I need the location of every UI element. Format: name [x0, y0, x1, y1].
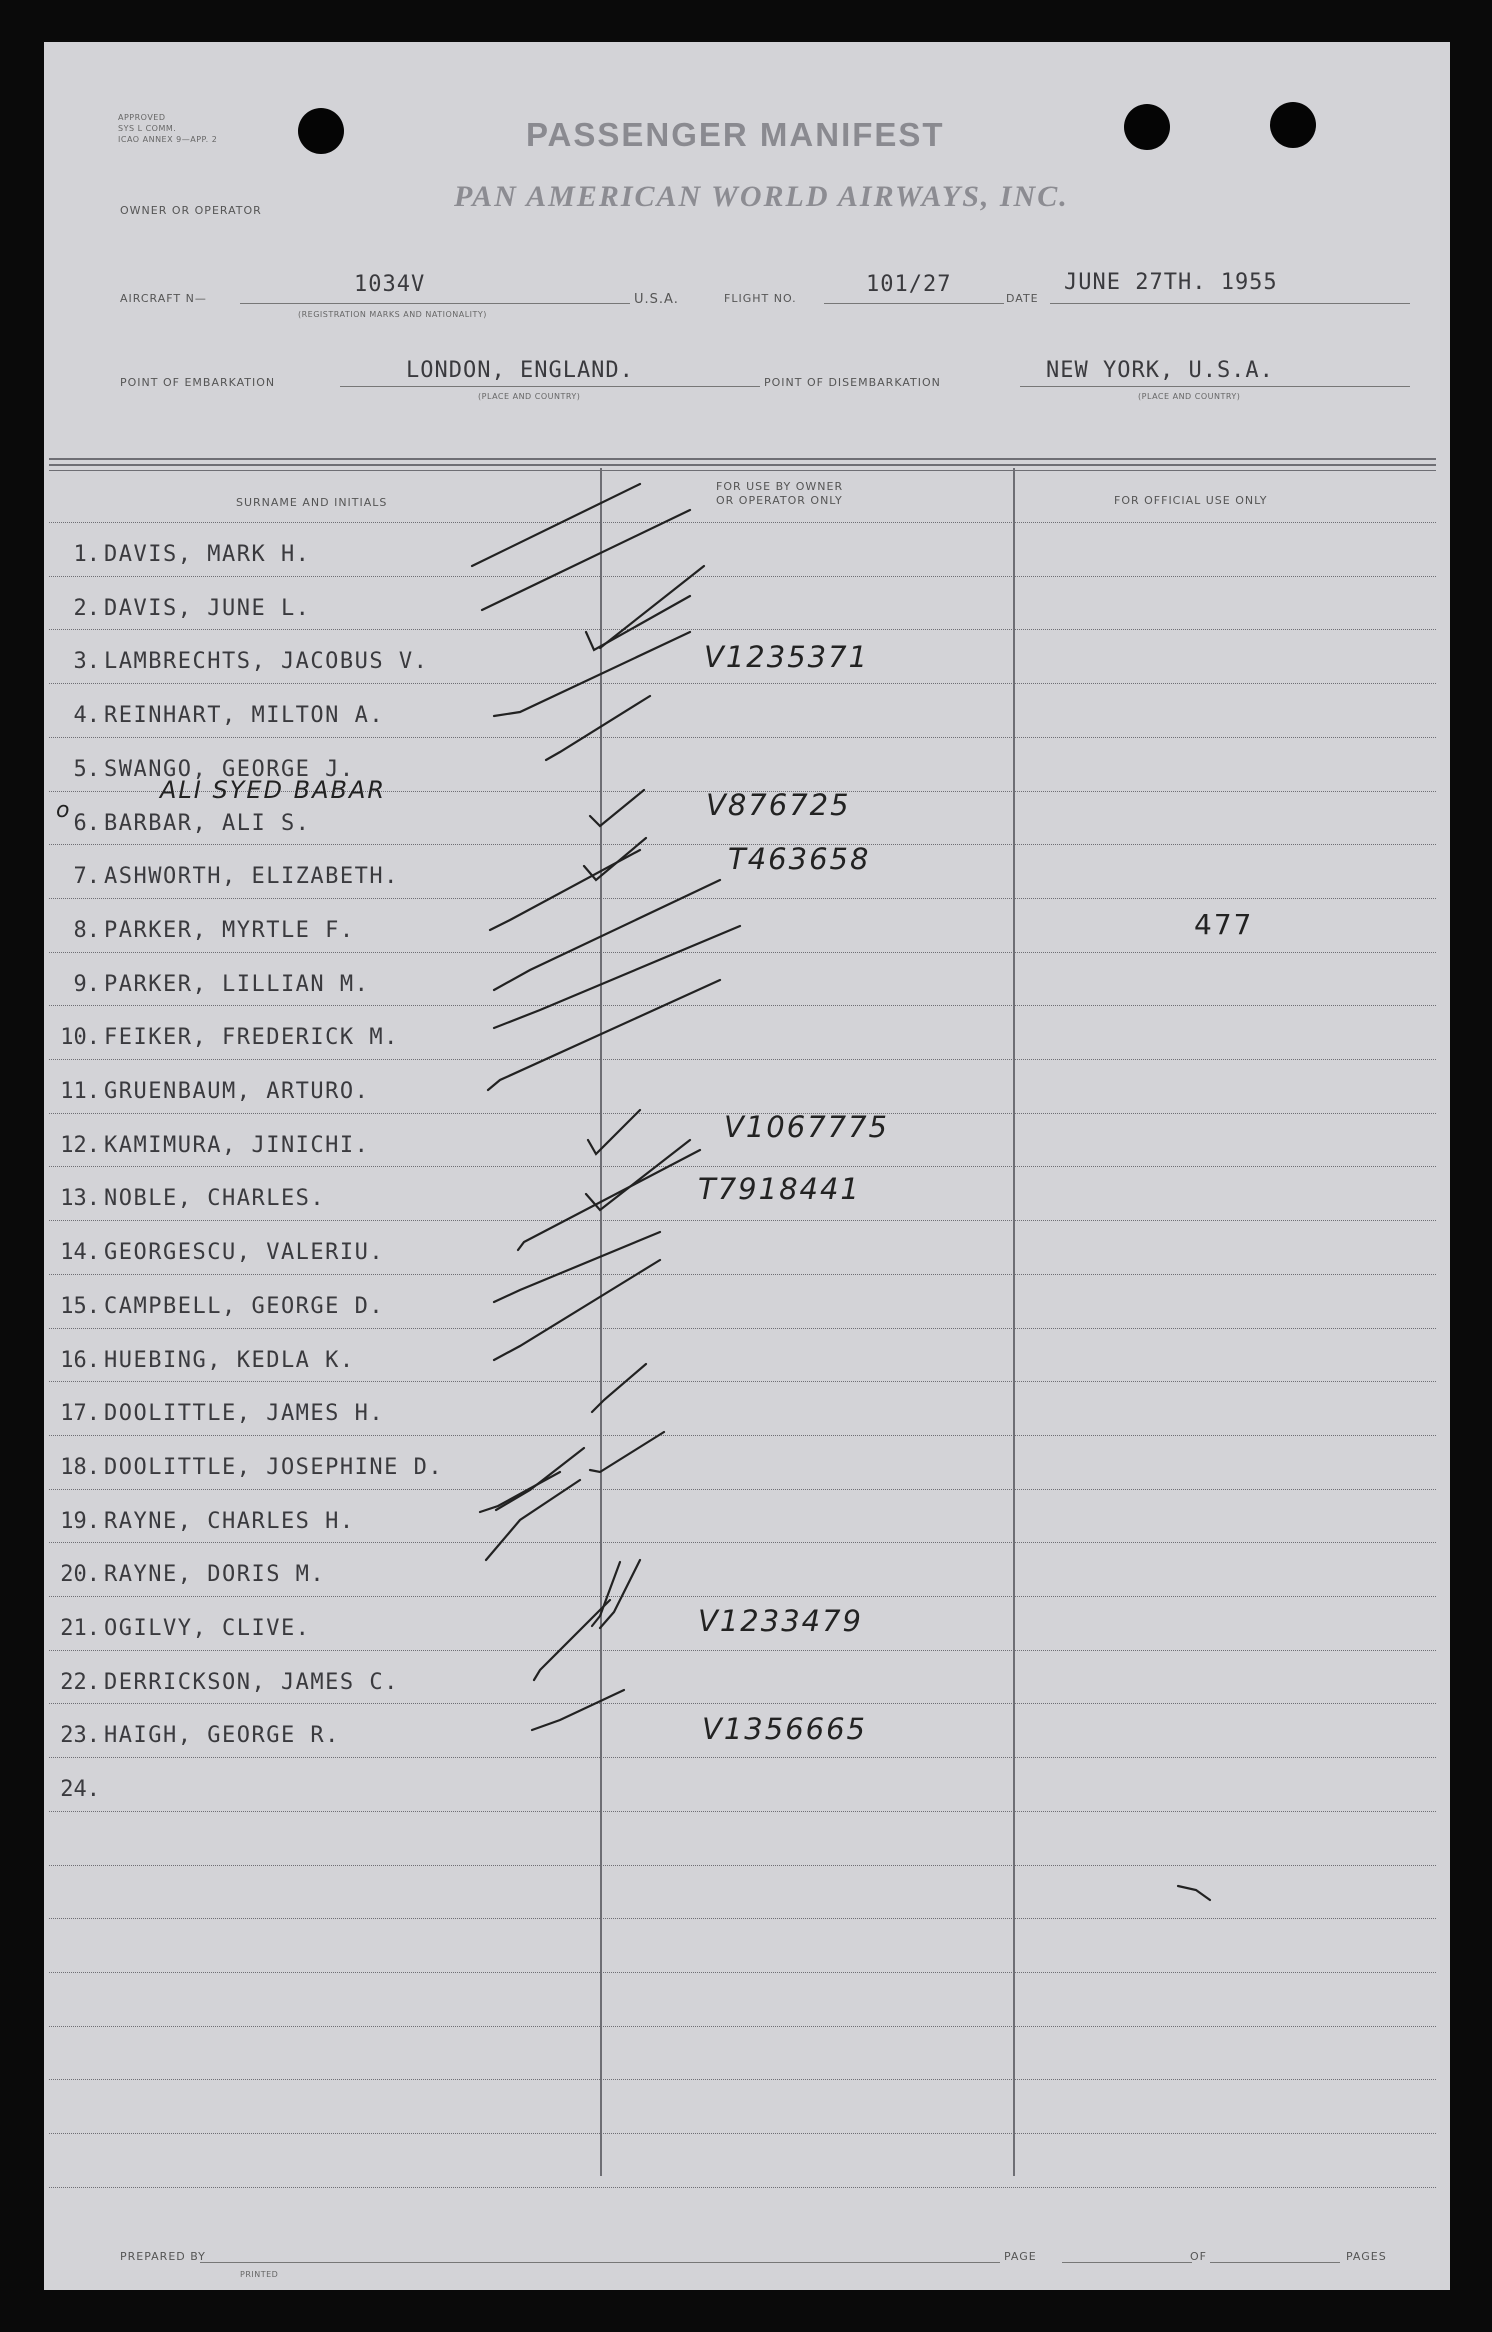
passenger-name: SWANGO, GEORGE J.	[104, 757, 355, 782]
passenger-number: 8.	[73, 918, 100, 943]
column-divider-1	[600, 468, 602, 2176]
passport-code-row7: T463658	[728, 842, 871, 876]
row-rule	[49, 1542, 1436, 1543]
row-rule	[49, 1059, 1436, 1060]
passenger-number: 22.	[60, 1670, 100, 1695]
passenger-name: PARKER, MYRTLE F.	[104, 918, 355, 943]
passenger-row	[50, 1133, 369, 1157]
passenger-number: 4.	[73, 703, 100, 728]
col-header-owner-use-2: OR OPERATOR ONLY	[716, 494, 843, 507]
passenger-row	[50, 1455, 443, 1479]
row-rule	[49, 1972, 1436, 1973]
passenger-row	[50, 1723, 340, 1747]
passport-code-row21: V1233479	[698, 1604, 863, 1638]
punch-hole-right-1	[1124, 104, 1170, 150]
passenger-row	[50, 703, 384, 727]
row-rule	[49, 1757, 1436, 1758]
row-rule	[49, 1918, 1436, 1919]
date-label: DATE	[1006, 292, 1039, 305]
passenger-name: REINHART, MILTON A.	[104, 703, 385, 728]
passenger-row	[50, 649, 428, 673]
flight-label: FLIGHT NO.	[724, 292, 797, 305]
passenger-row	[50, 1294, 384, 1318]
official-note-row8: 477	[1194, 908, 1254, 941]
aircraft-label: AIRCRAFT N—	[120, 292, 207, 305]
passenger-name: CAMPBELL, GEORGE D.	[104, 1294, 385, 1319]
col-header-owner-use-1: FOR USE BY OWNER	[716, 480, 844, 493]
row-rule	[49, 2079, 1436, 2080]
row-rule	[49, 1596, 1436, 1597]
passenger-name: GEORGESCU, VALERIU.	[104, 1240, 385, 1265]
passenger-name: FEIKER, FREDERICK M.	[104, 1025, 399, 1050]
row-rule	[49, 1220, 1436, 1221]
passenger-name: PARKER, LILLIAN M.	[104, 972, 370, 997]
printed-mark: PRINTED	[240, 2270, 279, 2279]
usa-label: U.S.A.	[634, 292, 679, 307]
passenger-number: 5.	[73, 757, 100, 782]
row-rule	[49, 1381, 1436, 1382]
passenger-name: ASHWORTH, ELIZABETH.	[104, 864, 399, 889]
owner-label: OWNER OR OPERATOR	[120, 204, 262, 217]
passenger-row	[50, 1348, 355, 1372]
passenger-row	[50, 1025, 399, 1049]
passenger-row	[50, 811, 310, 835]
pages-label: PAGES	[1346, 2250, 1387, 2263]
margin-mark-row6: o	[56, 798, 72, 823]
passenger-row	[50, 1401, 384, 1425]
passenger-row	[50, 596, 310, 620]
passenger-name: HUEBING, KEDLA K.	[104, 1348, 355, 1373]
date-value: JUNE 27TH. 1955	[1064, 270, 1278, 295]
approval-line-3: ICAO ANNEX 9—APP. 2	[118, 135, 218, 144]
passenger-name: BARBAR, ALI S.	[104, 811, 311, 836]
row-rule	[49, 1489, 1436, 1490]
aircraft-sublabel: (REGISTRATION MARKS AND NATIONALITY)	[298, 310, 487, 319]
passenger-name: RAYNE, CHARLES H.	[104, 1509, 355, 1534]
passenger-name: GRUENBAUM, ARTURO.	[104, 1079, 370, 1104]
row-rule	[49, 1811, 1436, 1812]
passenger-number: 23.	[60, 1723, 100, 1748]
passenger-row	[50, 1670, 399, 1694]
passenger-row	[50, 1562, 325, 1586]
col-header-surname: SURNAME AND INITIALS	[236, 496, 388, 509]
row-rule	[49, 2133, 1436, 2134]
passenger-name: NOBLE, CHARLES.	[104, 1186, 326, 1211]
passenger-number: 20.	[60, 1562, 100, 1587]
passenger-name: DAVIS, JUNE L.	[104, 596, 311, 621]
disembarkation-value: NEW YORK, U.S.A.	[1046, 358, 1274, 383]
prepared-by-label: PREPARED BY	[120, 2250, 206, 2263]
aircraft-value: 1034V	[354, 272, 426, 297]
page-title: PASSENGER MANIFEST	[526, 116, 945, 153]
disembarkation-label: POINT OF DISEMBARKATION	[764, 376, 941, 389]
row-rule	[49, 737, 1436, 738]
row-rule	[49, 1274, 1436, 1275]
passenger-row	[50, 1079, 369, 1103]
passenger-row	[50, 1616, 310, 1640]
punch-hole-left	[298, 108, 344, 154]
passport-code-row12: V1067775	[724, 1110, 889, 1144]
passenger-number: 24.	[60, 1777, 100, 1802]
passenger-row	[50, 864, 399, 888]
embarkation-value: LONDON, ENGLAND.	[406, 358, 634, 383]
embarkation-sublabel: (PLACE AND COUNTRY)	[478, 392, 581, 401]
passenger-number: 2.	[73, 596, 100, 621]
passenger-number: 14.	[60, 1240, 100, 1265]
handwritten-annotation-row6: ALI SYED BABAR	[160, 776, 387, 804]
row-rule	[49, 1005, 1436, 1006]
passenger-number: 12.	[60, 1133, 100, 1158]
passenger-number: 15.	[60, 1294, 100, 1319]
passenger-row	[50, 1186, 325, 1210]
passenger-name: OGILVY, CLIVE.	[104, 1616, 311, 1641]
passenger-number: 9.	[73, 972, 100, 997]
passport-code-row13: T7918441	[698, 1172, 861, 1206]
passenger-name: HAIGH, GEORGE R.	[104, 1723, 340, 1748]
embarkation-label: POINT OF EMBARKATION	[120, 376, 276, 389]
row-rule	[49, 1166, 1436, 1167]
passenger-number: 6.	[73, 811, 100, 836]
row-rule	[49, 898, 1436, 899]
row-rule	[49, 1328, 1436, 1329]
row-rule	[49, 1703, 1436, 1704]
passenger-number: 10.	[60, 1025, 100, 1050]
passenger-number: 3.	[73, 649, 100, 674]
passenger-name: DOOLITTLE, JAMES H.	[104, 1401, 385, 1426]
disembarkation-sublabel: (PLACE AND COUNTRY)	[1138, 392, 1241, 401]
row-rule	[49, 683, 1436, 684]
approval-line-2: SYS L COMM.	[118, 124, 177, 133]
passenger-row	[50, 1240, 384, 1264]
passenger-name: DAVIS, MARK H.	[104, 542, 311, 567]
passenger-number: 18.	[60, 1455, 100, 1480]
column-divider-2	[1013, 468, 1015, 2176]
col-header-owner-use	[716, 480, 843, 508]
passenger-row	[50, 1509, 355, 1533]
passenger-name: RAYNE, DORIS M.	[104, 1562, 326, 1587]
row-rule	[49, 629, 1436, 630]
passport-code-row3: V1235371	[704, 640, 869, 674]
row-rule	[49, 522, 1436, 523]
passenger-number: 19.	[60, 1509, 100, 1534]
passenger-row	[50, 972, 369, 996]
passenger-number: 1.	[73, 542, 100, 567]
passenger-name: LAMBRECHTS, JACOBUS V.	[104, 649, 429, 674]
passport-code-row6: V876725	[706, 788, 851, 822]
operator-name: PAN AMERICAN WORLD AIRWAYS, INC.	[454, 180, 1069, 213]
row-rule	[49, 2026, 1436, 2027]
punch-hole-right-2	[1270, 102, 1316, 148]
row-rule	[49, 1865, 1436, 1866]
approval-block	[118, 112, 217, 145]
passenger-number: 17.	[60, 1401, 100, 1426]
passenger-number: 21.	[60, 1616, 100, 1641]
passenger-row	[50, 918, 355, 942]
passenger-number: 7.	[73, 864, 100, 889]
flight-value: 101/27	[866, 272, 952, 297]
col-header-official: FOR OFFICIAL USE ONLY	[1114, 494, 1268, 507]
passenger-row	[50, 542, 310, 566]
passenger-number: 16.	[60, 1348, 100, 1373]
passenger-name: DOOLITTLE, JOSEPHINE D.	[104, 1455, 444, 1480]
page-label: PAGE	[1004, 2250, 1037, 2263]
passenger-number: 13.	[60, 1186, 100, 1211]
passenger-name: KAMIMURA, JINICHI.	[104, 1133, 370, 1158]
row-rule	[49, 576, 1436, 577]
passenger-row	[50, 1777, 104, 1801]
passport-code-row23: V1356665	[702, 1712, 867, 1746]
approval-line-1: APPROVED	[118, 113, 166, 122]
row-rule	[49, 1435, 1436, 1436]
passenger-name: DERRICKSON, JAMES C.	[104, 1670, 399, 1695]
row-rule	[49, 1650, 1436, 1651]
row-rule	[49, 952, 1436, 953]
of-label: OF	[1190, 2250, 1207, 2263]
passenger-number: 11.	[60, 1079, 100, 1104]
row-rule	[49, 2187, 1436, 2188]
